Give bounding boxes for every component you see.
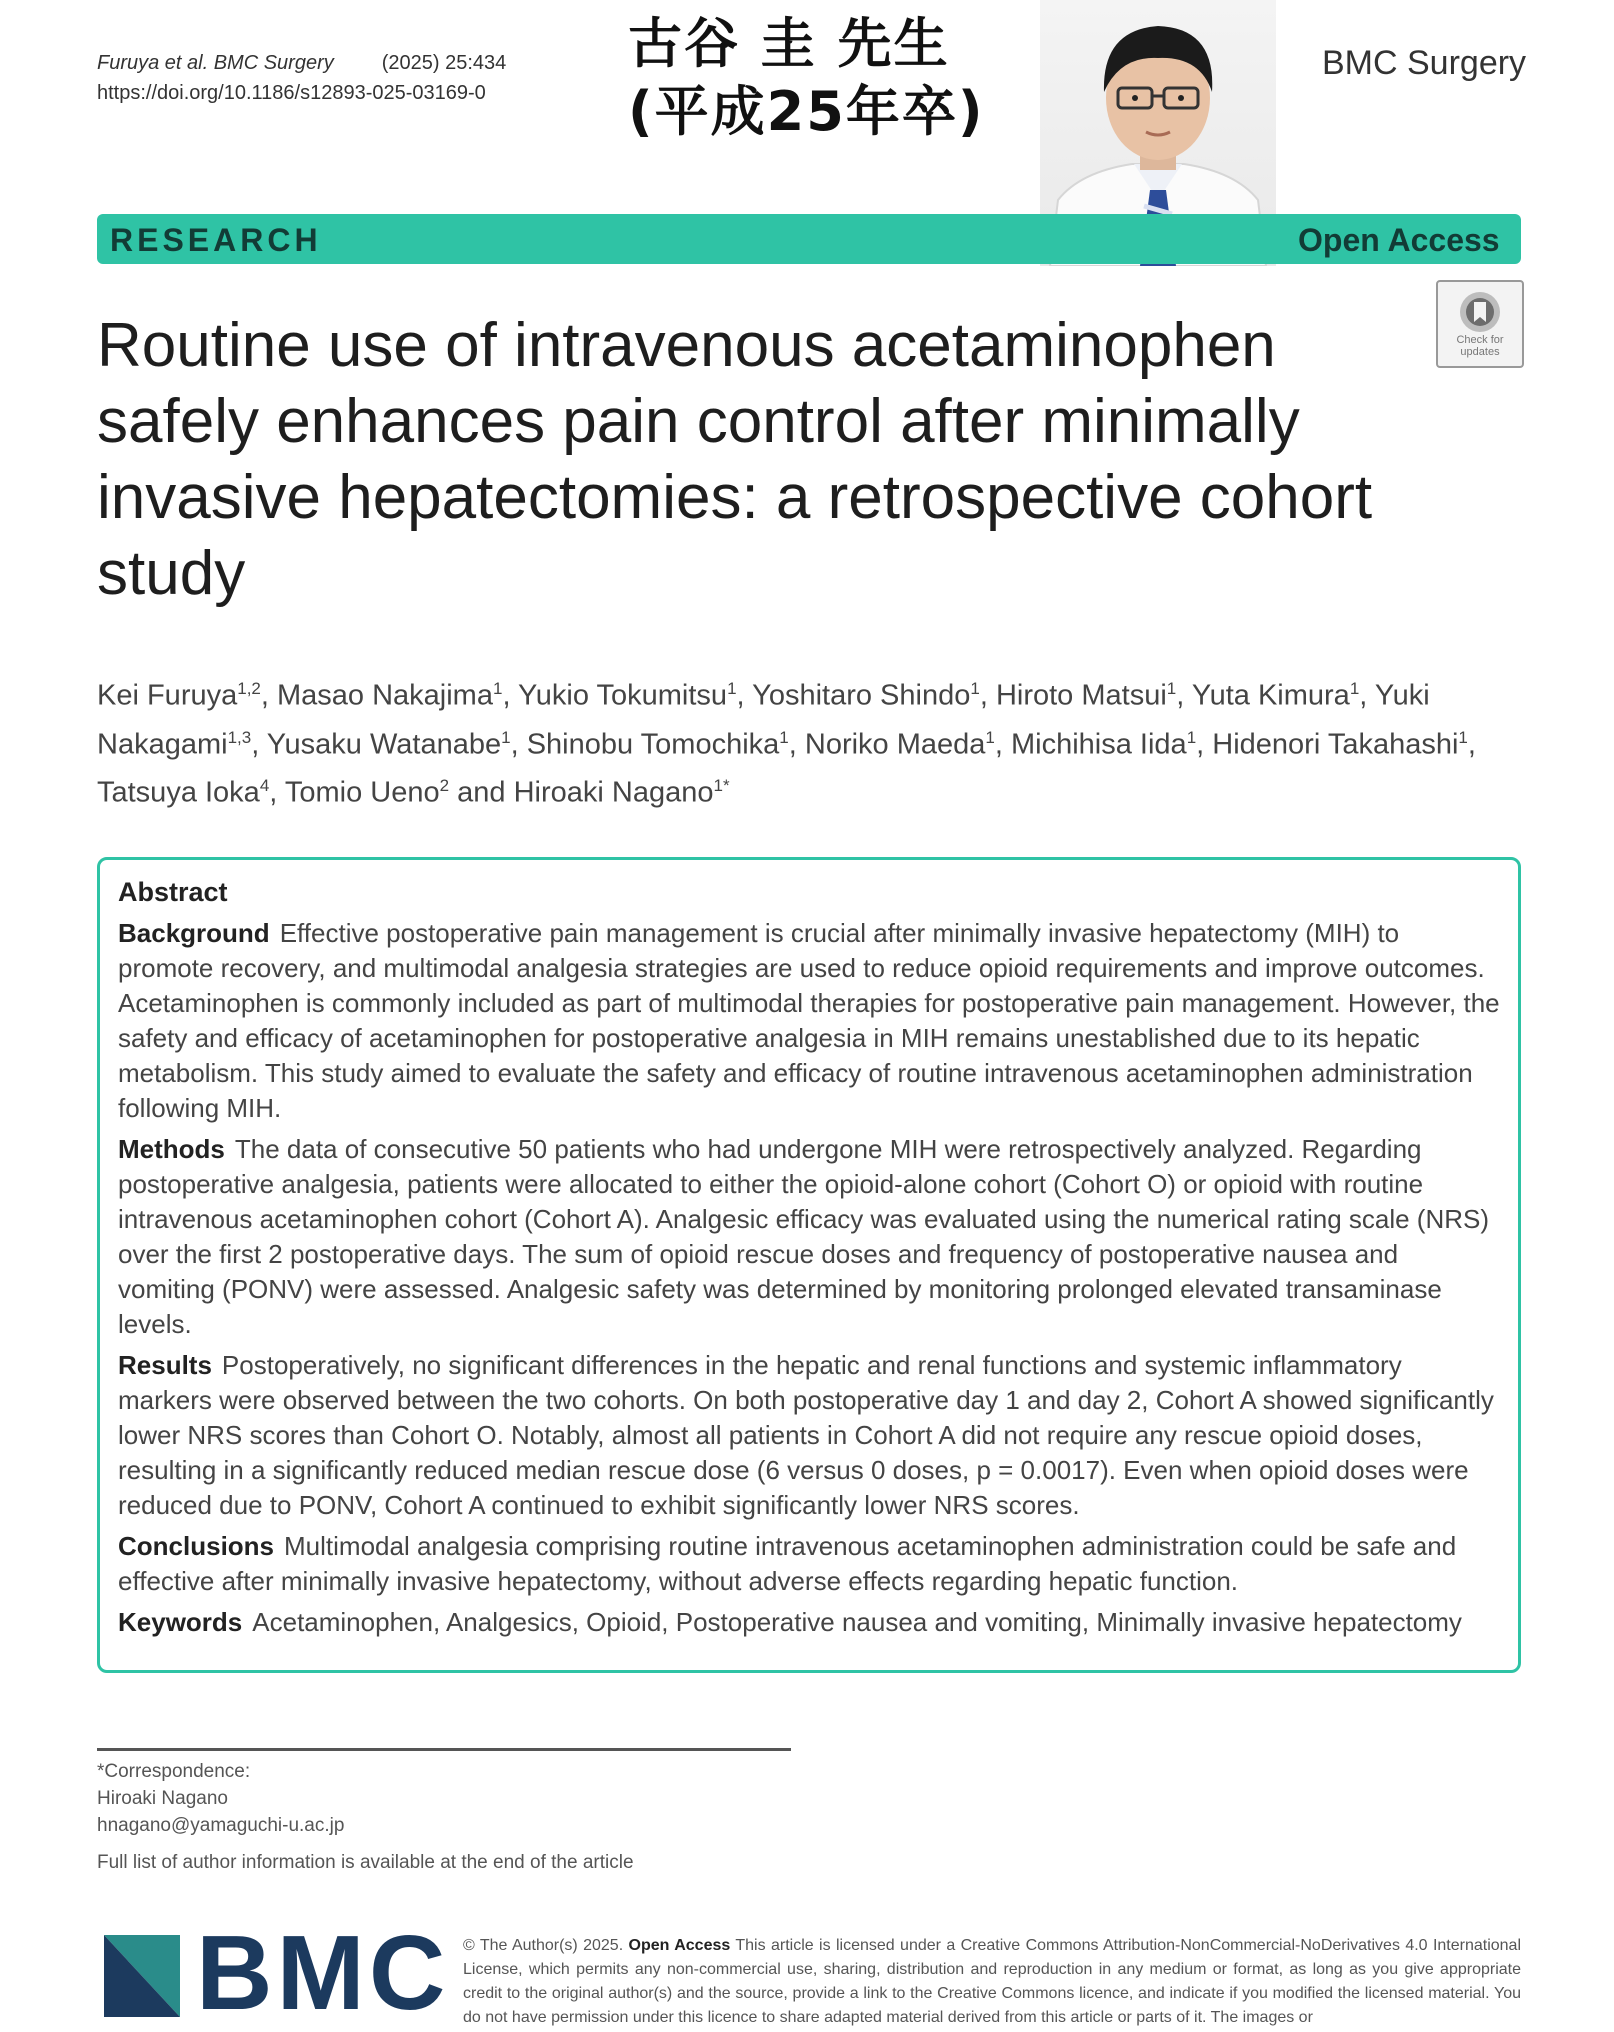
author-info-note: Full list of author information is available at the end of the article [97, 1852, 634, 1873]
conclusions-text: Multimodal analgesia comprising routine intravenous acetaminophen administration could be safe and effective after minimally invasive hepatectomy, without adverse effects regarding hepatic function. [118, 1531, 1457, 1596]
author-affiliation: 4 [259, 776, 270, 796]
author-name: Masao Nakajima [277, 679, 493, 712]
bookmark-check-icon [1456, 288, 1504, 336]
background-text: Effective postoperative pain management is crucial after minimally invasive hepatectomy (MIH) to promote recovery, and multimodal analgesia strategies are used to reduce opioid requirements and improve outcomes. Acetaminophen is commonly included as part of multimodal therapies for postoperative pain management. However, the safety and efficacy of acetaminophen for postoperative analgesia in MIH remains unestablished due to its hepatic metabolism. This study aimed to evaluate the safety and efficacy of routine intravenous acetaminophen administration following MIH. [118, 918, 1500, 1123]
check-for-updates-button[interactable] [1436, 280, 1524, 368]
abstract-keywords [118, 1605, 1500, 1640]
abstract-heading: Abstract [118, 877, 228, 907]
author-list: Kei Furuya$^{1,2}$, Masao Nakajima$^1$, Yukio Tokumitsu$^1$, Yoshitaro Shindo$^1$, Hiroto Matsui$^1$, Yuta Kimura$^1$, Yuki Nakagami$^{1,3}$, Yusaku Watanabe$^1$, Shinobu Tomochika$^1$, Noriko Maeda$^1$, Michihisa Iida$^1$, Hidenori Takahashi$^1$, Tatsuya Ioka$^4$, Tomio Ueno$^2$ and Hiroaki Nagano$^{1*}$ [97, 679, 1476, 809]
citation-authors: Furuya et al. BMC Surgery [97, 52, 334, 74]
author-name: Hiroto Matsui [995, 679, 1167, 712]
bmc-logo-wordmark: BMC [196, 1914, 450, 2032]
results-label: Results [118, 1350, 212, 1380]
author-name: Shinobu Tomochika [526, 728, 780, 761]
license-statement [463, 1934, 1521, 2030]
abstract-conclusions [118, 1529, 1500, 1599]
author-affiliation: 1 [1458, 727, 1468, 747]
correspondence-block [97, 1758, 344, 1839]
correspondence-label: *Correspondence: [97, 1761, 251, 1782]
methods-text: The data of consecutive 50 patients who had undergone MIH were retrospectively analyzed. Regarding postoperative analgesia, patients were allocated to either the opioid-alone cohort (Cohort O) or opioid with routine intravenous acetaminophen cohort (Cohort A). Analgesic efficacy was evaluated using the numerical rating scale (NRS) over the first 2 postoperative days. The sum of opioid rescue doses and frequency of postoperative nausea and vomiting (PONV) were assessed. Analgesic safety was determined by monitoring prolonged elevated transaminase levels. [118, 1134, 1490, 1339]
article-type-label: RESEARCH [110, 222, 322, 258]
bmc-logo-mark-icon [104, 1935, 180, 2017]
author-name: Yukio Tokumitsu [518, 679, 728, 712]
conclusions-label: Conclusions [118, 1531, 275, 1561]
abstract-methods [118, 1132, 1500, 1342]
open-access-label: Open Access [1298, 222, 1500, 258]
author-affiliation: 1 [501, 727, 511, 747]
license-copyright: © The Author(s) 2025. [463, 1937, 624, 1954]
abstract-results [118, 1348, 1500, 1523]
license-open-access: Open Access [628, 1937, 731, 1954]
author-affiliation: 1 [492, 679, 503, 698]
author-affiliation: 1* [713, 776, 730, 796]
methods-label: Methods [118, 1134, 225, 1164]
citation-reference: (2025) 25:434 [381, 52, 507, 74]
author-affiliation: 1 [779, 727, 789, 747]
keywords-text: Acetaminophen, Analgesics, Opioid, Postoperative nausea and vomiting, Minimally invasive hepatectomy [252, 1607, 1462, 1637]
author-name: Hidenori Takahashi [1212, 728, 1459, 761]
article-title: Routine use of intravenous acetaminophen safely enhances pain control after minimally invasive hepatectomies: a retrospective cohort study [97, 311, 1373, 608]
abstract-box [97, 857, 1521, 1673]
author-affiliation: 2 [439, 776, 450, 796]
abstract-background [118, 916, 1500, 1126]
author-name: Tatsuya Ioka [97, 776, 260, 809]
article-citation [97, 48, 506, 108]
footnote-divider [97, 1748, 791, 1751]
keywords-label: Keywords [118, 1607, 243, 1637]
correspondence-email[interactable]: hnagano@yamaguchi-u.ac.jp [97, 1815, 345, 1836]
doi-link[interactable]: https://doi.org/10.1186/s12893-025-03169-0 [97, 82, 486, 104]
overlay-year: (平成25年卒) [628, 80, 985, 143]
author-affiliation: 1,2 [237, 679, 261, 698]
author-name: Tomio Ueno [284, 776, 440, 809]
results-text: Postoperatively, no significant differences in the hepatic and renal functions and systemic inflammatory markers were observed between the two cohorts. On both postoperative day 1 and day 2, Cohort A showed significantly lower NRS scores than Cohort O. Notably, almost all patients in Cohort A did not require any rescue opioid doses, resulting in a significantly reduced median rescue dose (6 versus 0 doses, p = 0.0017). Even when opioid doses were reduced due to PONV, Cohort A continued to exhibit significantly lower NRS scores. [118, 1350, 1494, 1520]
author-affiliation: 1 [1186, 727, 1197, 747]
journal-name: BMC Surgery [1322, 44, 1527, 82]
author-name: Hiroaki Nagano [513, 776, 714, 809]
author-affiliation: 1 [970, 679, 980, 698]
author-name: Yoshitaro Shindo [752, 679, 971, 712]
author-name: Yuta Kimura [1191, 679, 1350, 712]
background-label: Background [118, 918, 270, 948]
author-name: Kei Furuya [97, 679, 238, 712]
author-name: Noriko Maeda [804, 728, 986, 761]
author-name: Yusaku Watanabe [266, 728, 502, 761]
author-affiliation: 1 [1349, 679, 1360, 698]
author-affiliation: 1 [1166, 679, 1177, 698]
author-name: Yuki Nakagami [97, 679, 1430, 761]
correspondence-name: Hiroaki Nagano [97, 1788, 228, 1809]
license-text: This article is licensed under a Creative Commons Attribution-NonCommercial-NoDerivatives 4.0 International License, which permits any non-commercial use, sharing, distribution and reproduction in any medium or format, as long as you give appropriate credit to the original author(s) and the source, provide a link to the Creative Commons licence, and indicate if you modified the licensed material. You do not have permission under this licence to share adapted material derived from this article or parts of it. The images or [463, 1937, 1522, 2026]
author-affiliation: 1,3 [227, 727, 252, 747]
overlay-caption [628, 10, 985, 146]
check-for-updates-label: Check for updates [1456, 334, 1504, 358]
author-affiliation: 1 [727, 679, 737, 698]
overlay-name: 古谷 圭 先生 [628, 12, 950, 75]
author-affiliation: 1 [985, 727, 995, 747]
author-name: Michihisa Iida [1011, 728, 1187, 761]
